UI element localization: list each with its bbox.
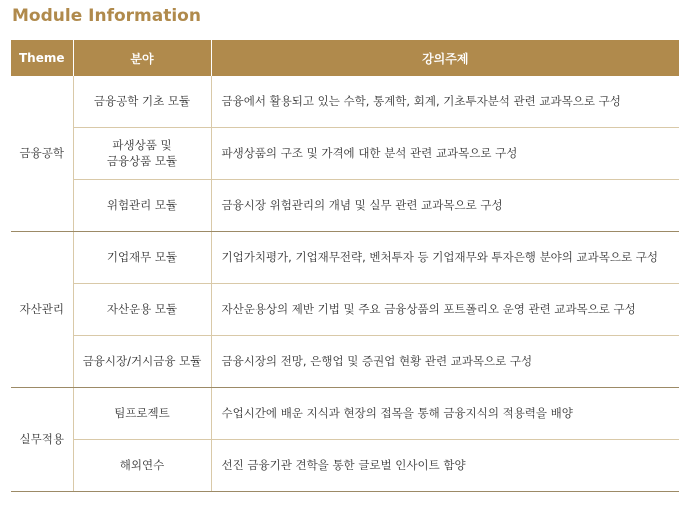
topic-description: 자산운용상의 제반 기법 및 주요 금융상품의 포트폴리오 운영 관련 교과목으로 구성 xyxy=(211,284,679,336)
table-row xyxy=(11,284,679,336)
field-label: 금융시장/거시금융 모듈 xyxy=(82,353,202,368)
field-cell xyxy=(73,284,211,336)
field-label: 자산운용 모듈 xyxy=(106,301,178,316)
table-row xyxy=(11,440,679,492)
theme-cell: 금융공학 xyxy=(11,76,73,232)
field-label: 팀프로젝트 xyxy=(114,405,170,420)
table-row xyxy=(11,76,679,128)
table-row xyxy=(11,232,679,284)
field-cell xyxy=(73,128,211,180)
topic-description: 금융에서 활용되고 있는 수학, 통계학, 회계, 기초투자분석 관련 교과목으로 구성 xyxy=(211,76,679,128)
field-cell xyxy=(73,76,211,128)
topic-description: 파생상품의 구조 및 가격에 대한 분석 관련 교과목으로 구성 xyxy=(211,128,679,180)
field-cell xyxy=(73,388,211,440)
field-label: 해외연수 xyxy=(119,457,165,472)
table-row xyxy=(11,128,679,180)
field-cell xyxy=(73,180,211,232)
field-cell xyxy=(73,336,211,388)
table-row xyxy=(11,336,679,388)
field-cell xyxy=(73,232,211,284)
header-theme: Theme xyxy=(11,40,73,76)
topic-description: 선진 금융기관 견학을 통한 글로벌 인사이트 함양 xyxy=(211,440,679,492)
field-label: 금융공학 기초 모듈 xyxy=(93,93,191,108)
topic-description: 금융시장 위험관리의 개념 및 실무 관련 교과목으로 구성 xyxy=(211,180,679,232)
field-cell xyxy=(73,440,211,492)
field-label: 기업재무 모듈 xyxy=(106,249,178,264)
section-title: Module Information xyxy=(12,6,201,26)
table-row xyxy=(11,180,679,232)
theme-cell: 실무적용 xyxy=(11,388,73,492)
header-field: 분야 xyxy=(73,40,211,76)
table-row xyxy=(11,388,679,440)
module-table xyxy=(11,40,679,492)
table-header-row xyxy=(11,40,679,76)
field-label: 위험관리 모듈 xyxy=(106,197,178,212)
theme-cell: 자산관리 xyxy=(11,232,73,388)
topic-description: 수업시간에 배운 지식과 현장의 접목을 통해 금융지식의 적용력을 배양 xyxy=(211,388,679,440)
header-topic: 강의주제 xyxy=(211,40,679,76)
field-label: 파생상품 및 xyxy=(112,137,172,152)
topic-description: 금융시장의 전망, 은행업 및 증권업 현황 관련 교과목으로 구성 xyxy=(211,336,679,388)
table-body xyxy=(11,76,679,492)
topic-description: 기업가치평가, 기업재무전략, 벤처투자 등 기업재무와 투자은행 분야의 교과목으로 구성 xyxy=(211,232,679,284)
field-label: 금융상품 모듈 xyxy=(106,153,178,168)
